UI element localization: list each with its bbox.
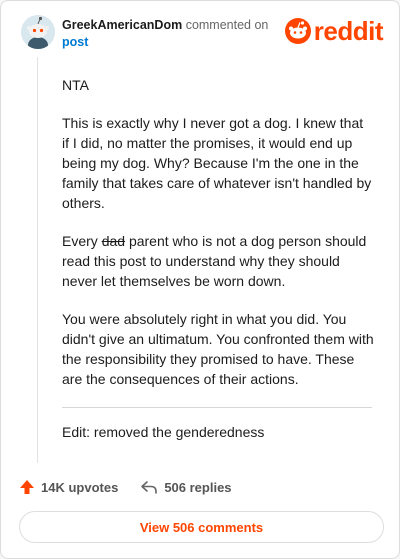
reddit-snoo-icon <box>285 18 311 44</box>
commented-on-label: commented on <box>185 18 269 32</box>
comment-paragraph <box>62 231 374 291</box>
comment-paragraph: You were absolutely right in what you did. You didn't give an ultimatum. You confronted them with the responsibility they promised to have. These are the consequences of their actions. <box>62 311 374 387</box>
thread-line[interactable] <box>37 57 38 463</box>
upvote-button[interactable] <box>19 479 118 495</box>
avatar[interactable] <box>21 15 55 49</box>
upvote-arrow-icon <box>19 479 35 495</box>
paragraph-rest: parent who is not a dog person should read this post to understand why they should never let themselves be worn down. <box>62 233 367 289</box>
paragraph-prefix: Every <box>62 233 98 249</box>
comment-paragraph: This is exactly why I never got a dog. I knew that if I did, no matter the promises, it would end up being my dog. Why? Because I'm the one in the family that takes care of whatever isn't handled by others. <box>62 115 372 211</box>
reddit-logo[interactable] <box>285 17 383 45</box>
struck-word: dad <box>101 233 126 249</box>
edit-note: Edit: removed the genderedness <box>62 424 265 440</box>
comment-body <box>62 75 374 460</box>
reddit-wordmark: reddit <box>313 16 383 46</box>
comment-meta <box>62 17 282 51</box>
comment-header <box>21 13 383 53</box>
reply-arrow-icon <box>140 479 158 495</box>
edit-divider <box>62 407 372 408</box>
username[interactable]: GreekAmericanDom <box>62 18 183 32</box>
view-comments-button[interactable]: View 506 comments <box>19 511 384 543</box>
comment-paragraph: NTA <box>62 77 89 93</box>
snoo-avatar-icon <box>21 15 55 49</box>
replies-button[interactable] <box>140 479 231 495</box>
comment-actions <box>19 475 254 499</box>
post-link[interactable]: post <box>62 35 89 49</box>
upvote-count: 14K upvotes <box>41 479 119 495</box>
reply-count: 506 replies <box>164 479 232 495</box>
